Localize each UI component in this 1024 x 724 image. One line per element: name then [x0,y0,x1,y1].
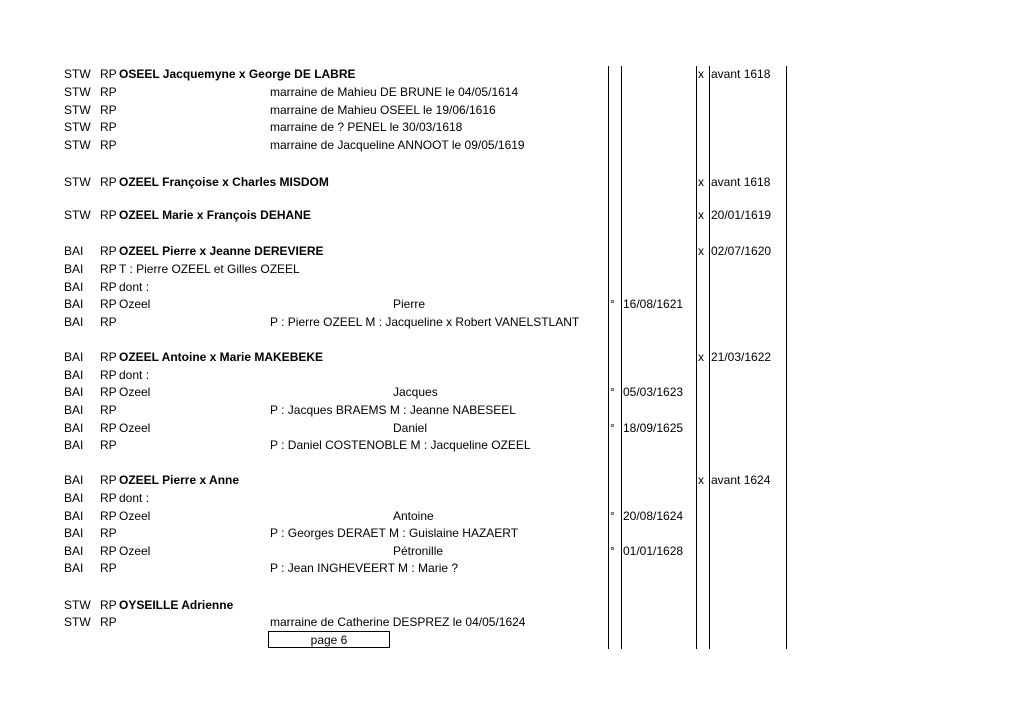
source-code: BAI [64,385,84,399]
table-row [0,420,1024,437]
entry-name: OZEEL Antoine x Marie MAKEBEKE [119,350,324,364]
register-code: RP [100,315,117,329]
entry-name: Ozeel [119,544,151,558]
entry-detail: marraine de Catherine DESPREZ le 04/05/1624 [270,615,526,629]
entry-detail: marraine de Mahieu DE BRUNE le 04/05/1614 [270,85,519,99]
table-row [0,243,1024,260]
register-code: RP [100,85,117,99]
source-code: BAI [64,297,84,311]
entry-name: dont : [119,491,150,505]
register-code: RP [100,368,117,382]
marriage-symbol: x [698,208,704,222]
source-code: BAI [64,350,84,364]
entry-name: Ozeel [119,385,151,399]
source-code: STW [64,120,91,134]
register-code: RP [100,120,117,134]
table-row [0,137,1024,154]
marriage-date: avant 1618 [711,175,771,189]
entry-name: T : Pierre OZEEL et Gilles OZEEL [119,262,300,276]
source-code: BAI [64,368,84,382]
register-code: RP [100,138,117,152]
source-code: BAI [64,438,84,452]
table-row [0,314,1024,331]
source-code: STW [64,67,91,81]
birth-symbol: ° [610,544,615,558]
source-code: BAI [64,544,84,558]
register-code: RP [100,350,117,364]
child-firstname: Antoine [393,509,434,523]
register-code: RP [100,297,117,311]
register-code: RP [100,491,117,505]
marriage-symbol: x [698,175,704,189]
table-row [0,543,1024,560]
table-row [0,207,1024,224]
entry-name: OZEEL Pierre x Jeanne DEREVIERE [119,244,324,258]
birth-symbol: ° [610,421,615,435]
birth-symbol: ° [610,385,615,399]
register-code: RP [100,598,117,612]
source-code: STW [64,138,91,152]
source-code: STW [64,85,91,99]
table-row [0,102,1024,119]
table-row [0,490,1024,507]
marriage-date: 20/01/1619 [711,208,772,222]
child-firstname: Pierre [393,297,426,311]
table-row [0,66,1024,83]
entry-detail: P : Pierre OZEEL M : Jacqueline x Robert VANELSTLANT [270,315,580,329]
table-row [0,296,1024,313]
entry-name: Ozeel [119,297,151,311]
table-row [0,367,1024,384]
entry-name: OYSEILLE Adrienne [119,598,234,612]
entry-detail: P : Jacques BRAEMS M : Jeanne NABESEEL [270,403,516,417]
register-code: RP [100,103,117,117]
table-row [0,174,1024,191]
source-code: BAI [64,473,84,487]
birth-date: 20/08/1624 [623,509,684,523]
register-code: RP [100,403,117,417]
marriage-symbol: x [698,67,704,81]
child-firstname: Daniel [393,421,428,435]
entry-detail: P : Georges DERAET M : Guislaine HAZAERT [270,526,519,540]
entry-detail: marraine de Mahieu OSEEL le 19/06/1616 [270,103,496,117]
entry-detail: P : Jean INGHEVEERT M : Marie ? [270,561,459,575]
entry-name: OSEEL Jacquemyne x George DE LABRE [119,67,356,81]
birth-symbol: ° [610,509,615,523]
birth-date: 05/03/1623 [623,385,684,399]
table-row [0,508,1024,525]
source-code: STW [64,103,91,117]
register-code: RP [100,473,117,487]
register-code: RP [100,244,117,258]
entry-name: Ozeel [119,421,151,435]
register-code: RP [100,67,117,81]
source-code: BAI [64,491,84,505]
source-code: BAI [64,244,84,258]
source-code: BAI [64,315,84,329]
table-row [0,349,1024,366]
page-number-box [268,631,390,648]
register-code: RP [100,280,117,294]
entry-detail: marraine de ? PENEL le 30/03/1618 [270,120,463,134]
register-code: RP [100,421,117,435]
register-code: RP [100,208,117,222]
source-code: BAI [64,561,84,575]
entry-name: dont : [119,368,150,382]
page-number: page 6 [310,633,348,647]
source-code: STW [64,175,91,189]
source-code: STW [64,598,91,612]
source-code: BAI [64,280,84,294]
source-code: STW [64,615,91,629]
child-firstname: Pétronille [393,544,444,558]
table-row [0,119,1024,136]
marriage-date: 02/07/1620 [711,244,772,258]
register-code: RP [100,544,117,558]
register-code: RP [100,175,117,189]
register-code: RP [100,561,117,575]
source-code: BAI [64,526,84,540]
entry-name: OZEEL Françoise x Charles MISDOM [119,175,329,189]
register-code: RP [100,385,117,399]
register-code: RP [100,438,117,452]
table-row [0,597,1024,614]
marriage-symbol: x [698,244,704,258]
table-row [0,279,1024,296]
marriage-symbol: x [698,350,704,364]
entry-name: OZEEL Pierre x Anne [119,473,240,487]
birth-symbol: ° [610,297,615,311]
table-row [0,614,1024,631]
child-firstname: Jacques [393,385,438,399]
table-row [0,261,1024,278]
birth-date: 01/01/1628 [623,544,684,558]
table-row [0,525,1024,542]
entry-detail: P : Daniel COSTENOBLE M : Jacqueline OZEEL [270,438,531,452]
table-row [0,384,1024,401]
table-row [0,472,1024,489]
entry-name: dont : [119,280,150,294]
table-row [0,560,1024,577]
register-code: RP [100,509,117,523]
register-code: RP [100,526,117,540]
source-code: BAI [64,403,84,417]
source-code: STW [64,208,91,222]
birth-date: 18/09/1625 [623,421,684,435]
source-code: BAI [64,262,84,276]
marriage-date: 21/03/1622 [711,350,772,364]
register-code: RP [100,262,117,276]
entry-name: Ozeel [119,509,151,523]
marriage-date: avant 1624 [711,473,771,487]
marriage-symbol: x [698,473,704,487]
marriage-date: avant 1618 [711,67,771,81]
source-code: BAI [64,421,84,435]
table-row [0,402,1024,419]
table-row [0,437,1024,454]
birth-date: 16/08/1621 [623,297,684,311]
entry-name: OZEEL Marie x François DEHANE [119,208,311,222]
source-code: BAI [64,509,84,523]
register-code: RP [100,615,117,629]
entry-detail: marraine de Jacqueline ANNOOT le 09/05/1619 [270,138,525,152]
table-row [0,84,1024,101]
